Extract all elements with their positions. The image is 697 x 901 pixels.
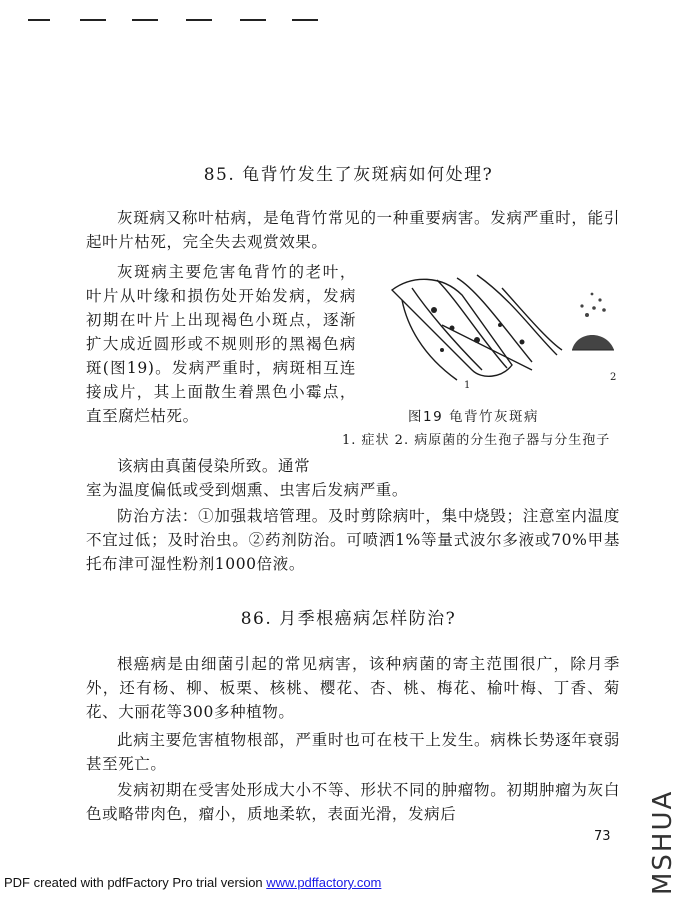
section-85-paragraph-4: 防治方法：①加强栽培管理。及时剪除病叶，集中烧毁；注意室内温度不宜过低；及时治虫。②药剂防治。可喷洒1%等量式波尔多液或70%甲基托布津可湿性粉剂1000倍液。	[86, 507, 620, 573]
section-86-paragraph-2: 此病主要危害植物根部，严重时也可在枝干上发生。病株长势逐年衰弱甚至死亡。	[86, 731, 620, 773]
footer-link[interactable]: www.pdffactory.com	[266, 875, 382, 890]
section-86-paragraph-3: 发病初期在受害处形成大小不等、形状不同的肿瘤物。初期肿瘤为灰白色或略带肉色，瘤小，质地柔软，表面光滑，发病后	[86, 781, 620, 823]
section-85-paragraph-3b: 室为温度偏低或受到烟熏、虫害后发病严重。	[86, 481, 409, 499]
footer-text: PDF created with pdfFactory Pro trial version	[4, 875, 267, 890]
section-85-paragraph-3a: 该病由真菌侵染所致。通常	[117, 457, 311, 475]
section-85-paragraph-1: 灰斑病又称叶枯病，是龟背竹常见的一种重要病害。发病严重时，能引起叶片枯死，完全失去观赏效果。	[86, 209, 620, 251]
section-85-paragraph-2: 灰斑病主要危害龟背竹的老叶，叶片从叶缘和损伤处开始发病，发病初期在叶片上出现褐色小斑点，逐渐扩大成近圆形或不规则形的黑褐色病斑(图19)。发病严重时，病斑相互连接成片，其上面散生着黑色小霉点，直至腐烂枯死。	[86, 263, 356, 425]
header-dash-rule	[28, 19, 328, 25]
pdf-footer	[4, 875, 381, 890]
section-85-title: 85. 龟背竹发生了灰斑病如何处理?	[203, 165, 494, 185]
figure-label-1: 1	[464, 380, 471, 390]
page-number: 73	[594, 829, 611, 844]
watermark: MSHUA	[648, 789, 678, 895]
section-86-title: 86. 月季根癌病怎样防治?	[240, 609, 457, 629]
figure-label-2: 2	[610, 372, 617, 383]
section-86-paragraph-1: 根癌病是由细菌引起的常见病害，该种病菌的寄主范围很广，除月季外，还有杨、柳、板栗、核桃、樱花、杏、桃、梅花、榆叶梅、丁香、菊花、大丽花等300多种植物。	[86, 655, 620, 721]
figure-legend: 1. 症状 2. 病原菌的分生孢子器与分生孢子	[342, 433, 611, 448]
figure-caption: 图19 龟背竹灰斑病	[408, 409, 539, 425]
figure-19-illustration	[382, 270, 622, 390]
